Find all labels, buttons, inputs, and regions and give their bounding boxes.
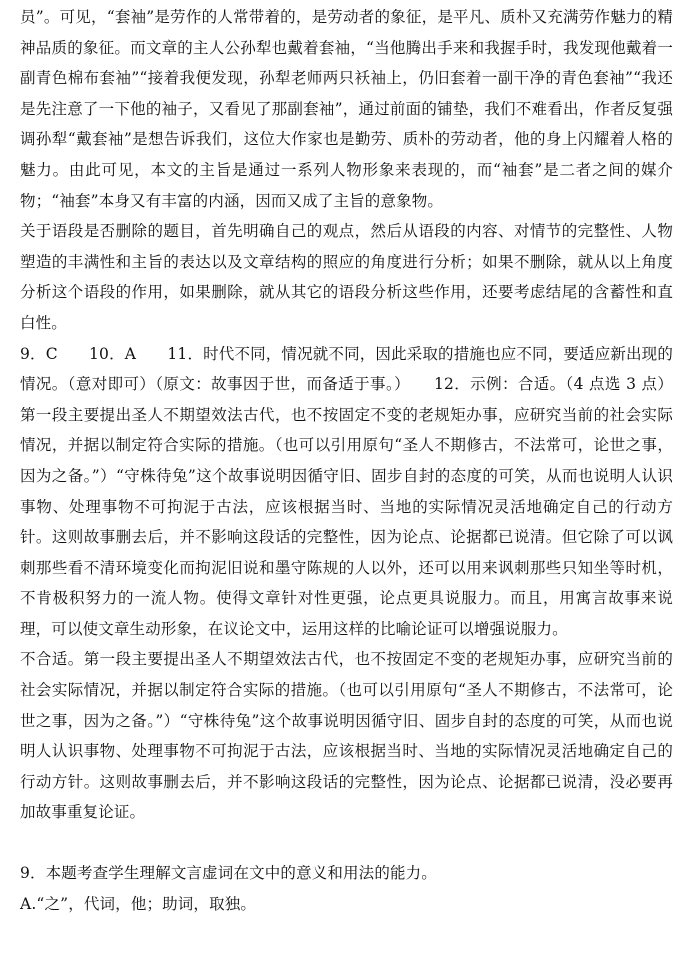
paragraph-deletion-method: 关于语段是否删除的题目，首先明确自己的观点，然后从语段的内容、对情节的完整性、人物塑造的丰满性和主旨的表达以及文章结构的照应的角度进行分析；如果不删除，就从以上角度分析这个语段的作用，如果删除，就从其它的语段分析这些作用，还要考虑结尾的含蓄性和直白性。 bbox=[20, 222, 673, 332]
paragraph-option-a: A.“之”，代词，他；助词，取独。 bbox=[20, 894, 257, 913]
paragraph-theme-analysis: 员”。可见，“套袖”是劳作的人常带着的，是劳动者的象征，是平凡、质朴又充满劳作魅力的精神品质的象征。而文章的主人公孙犁也戴着套袖，“当他腾出手来和我握手时，我发现他戴着一副青色棉布套袖”“接着我便发现，孙犁老师两只袄袖上，仍旧套着一副干净的青色套袖”“我还是先注意了一下他的袖子，又看见了那副套袖”，通过前面的铺垫，我们不难看出，作者反复强调孙犁“戴套袖”是想告诉我们，这位大作家也是勤劳、质朴的劳动者，他的身上闪耀着人格的魅力。由此可见，本文的主旨是通过一系列人物形象来表现的，而“袖套”是二者之间的媒介物；“袖套”本身又有丰富的内涵，因而又成了主旨的意象物。 bbox=[20, 8, 673, 210]
paragraph-answers-9-12: 9．C 10．A 11．时代不同，情况就不同，因此采取的措施也应不同，要适应新出现的情况。（意对即可）（原文：故事因于世，而备适于事。） 12．示例：合适。（4 点选 3 点）第一段主要提出圣人不期望效法古代，也不按固定不变的老规矩办事，应研究当前的社会实际情况，并据以制定符合实际的措施。（也可以引用原句“圣人不期修古，不法常可，论世之事，因为之备。”）“守株待兔”这个故事说明因循守旧、固步自封的态度的可笑，从而也说明人认识事物、处理事物不可拘泥于古法，应该根据当时、当地的实际情况灵活地确定自己的行动方针。这则故事删去后，并不影响这段话的完整性，因为论点、论据都已说清。但它除了可以讽刺那些看不清环境变化而拘泥旧说和墨守陈规的人以外，还可以用来讽刺那些只知坐等时机，不肯极积努力的一流人物。使得文章针对性更强，论点更具说服力。而且，用寓言故事来说理，可以使文章生动形象，在议论文中，运用这样的比喻论证可以增强说服力。 bbox=[20, 344, 673, 638]
paragraph-q9-explanation: 9．本题考查学生理解文言虚词在文中的意义和用法的能力。 bbox=[20, 864, 437, 883]
paragraph-spacer bbox=[20, 828, 673, 858]
paragraph-not-suitable: 不合适。第一段主要提出圣人不期望效法古代，也不按固定不变的老规矩办事，应研究当前的社会实际情况，并据以制定符合实际的措施。（也可以引用原句“圣人不期修古，不法常可，论世之事，因为之备。”）“守株待兔”这个故事说明因循守旧、固步自封的态度的可笑，从而也说明人认识事物、处理事物不可拘泥于古法，应该根据当时、当地的实际情况灵活地确定自己的行动方针。这则故事删去后，并不影响这段话的完整性，因为论点、论据都已说清，没必要再加故事重复论证。 bbox=[20, 650, 673, 822]
